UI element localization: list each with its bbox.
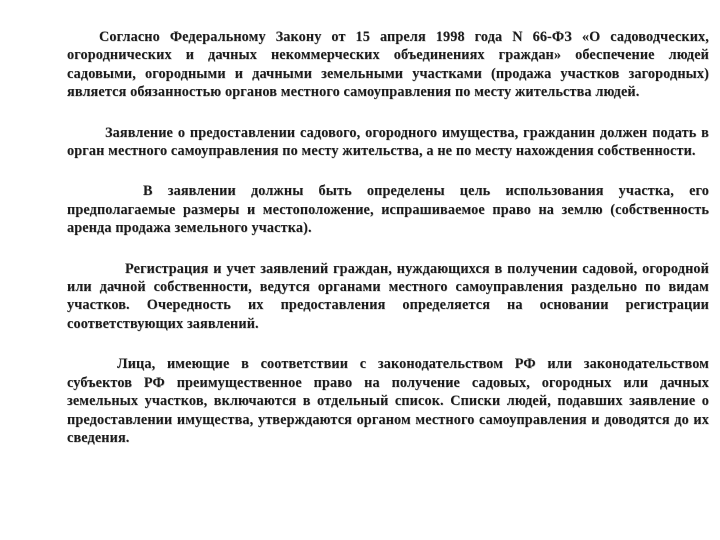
paragraph-application-contents: В заявлении должны быть определены цель использования участка, его предполагаемые размеры и местоположение, испрашиваемое право на землю (собственность аренда продажа земельного участка). — [67, 183, 709, 237]
paragraph-law-reference: Согласно Федеральному Закону от 15 апреля 1998 года N 66-ФЗ «О садоводческих, огороднических и дачных некоммерческих объединениях граждан» обеспечение людей садовыми, огородными и дачными земельными участками (продажа участков загородных) является обязанностью органов местного самоуправления по месту жительства людей. — [67, 29, 709, 101]
document-body — [67, 28, 709, 447]
paragraph-application-submission: Заявление о предоставлении садового, огородного имущества, гражданин должен подать в орган местного самоуправления по месту жительства, а не по месту нахождения собственности. — [67, 124, 709, 160]
paragraph-registration: Регистрация и учет заявлений граждан, нуждающихся в получении садовой, огородной или дачной собственности, ведутся органами местного самоуправления раздельно по видам участков. Очередность их предоставления определяется на основании регистрации соответствующих заявлений. — [67, 260, 709, 332]
paragraph-priority-list: Лица, имеющие в соответствии с законодательством РФ или законодательством субъектов РФ преимущественное право на получение садовых, огородных или дачных земельных участков, включаются в отдельный список. Списки людей, подавших заявление о предоставлении имущества, утверждаются органом местного самоуправления и доводятся до их сведения. — [67, 356, 709, 446]
